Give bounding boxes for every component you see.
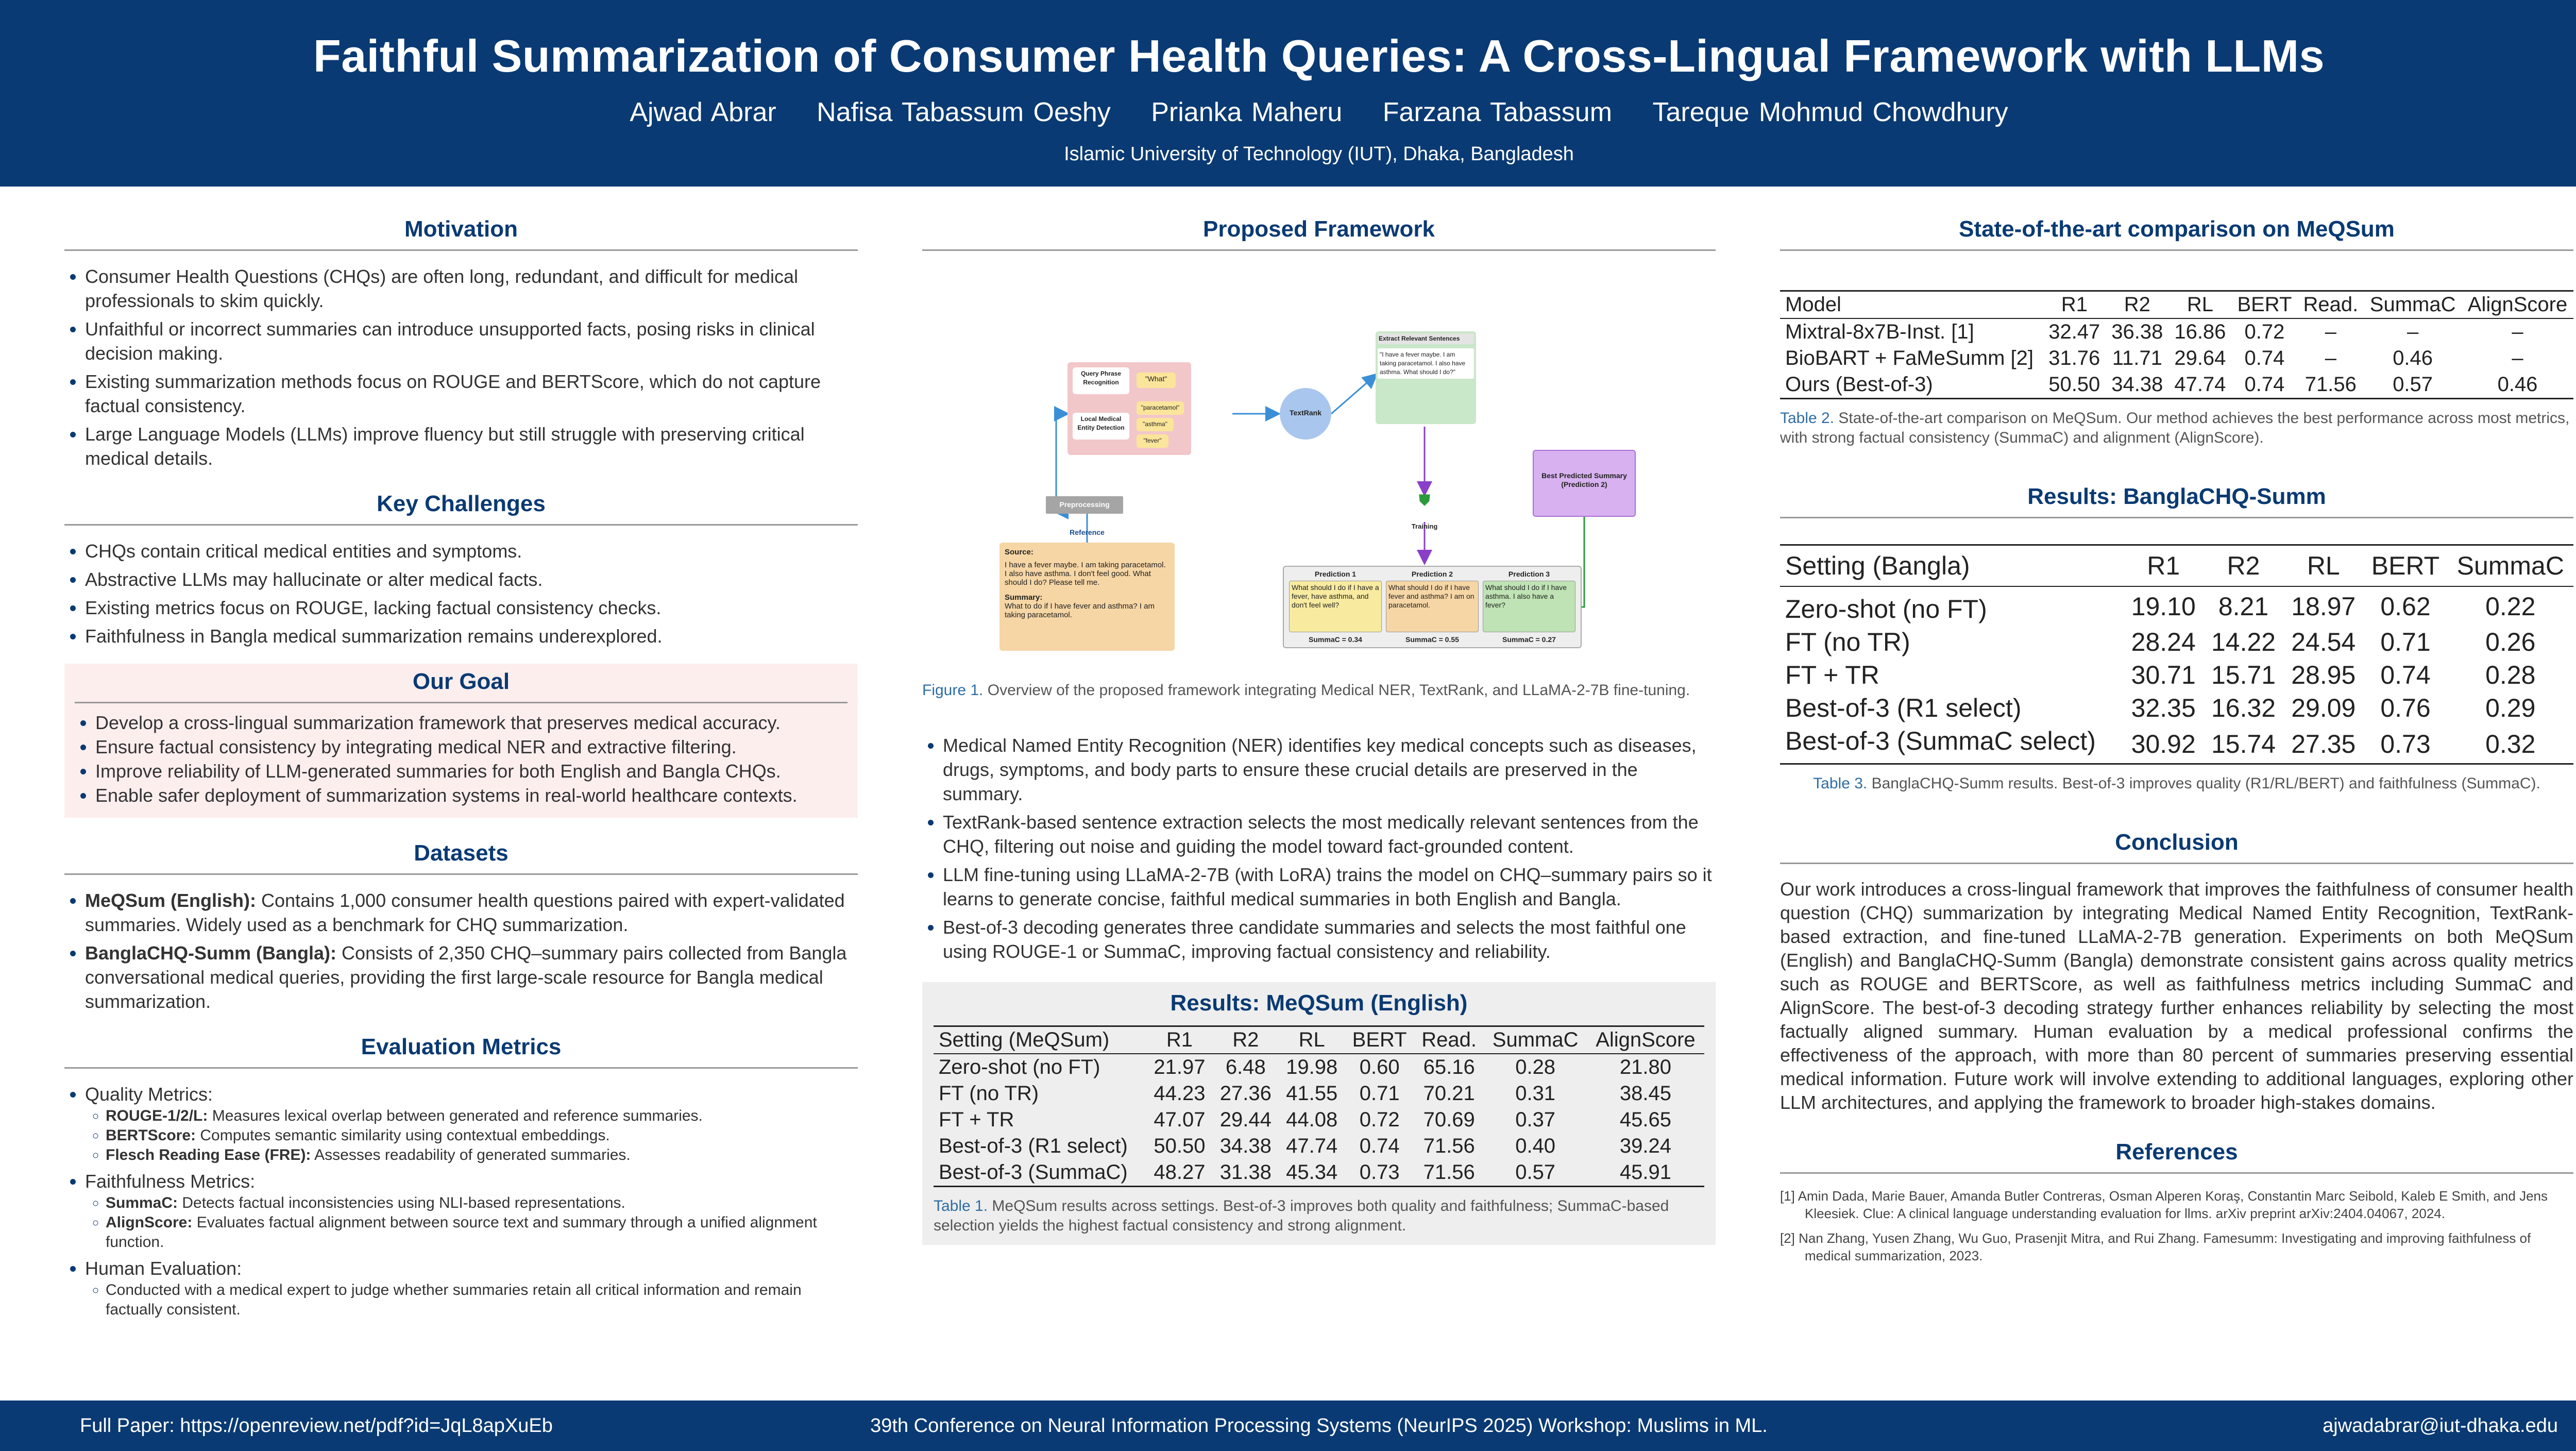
table-cell: Best-of-3 (R1 select) bbox=[1785, 694, 2022, 722]
section-title-motivation: Motivation bbox=[64, 216, 858, 251]
prediction-card bbox=[1483, 570, 1575, 644]
table-cell: 39.24 bbox=[1619, 1135, 1671, 1157]
table-cell: 38.45 bbox=[1619, 1082, 1671, 1105]
prediction-text: What should I do if I have a fever, have asthma, and don't feel well? bbox=[1289, 581, 1382, 632]
section-title-conclusion: Conclusion bbox=[1780, 830, 2573, 864]
table-caption bbox=[1780, 774, 2573, 794]
column-header: AlignScore bbox=[1596, 1028, 1696, 1051]
table-cell: 48.27 bbox=[1154, 1161, 1206, 1184]
table-cell: 45.91 bbox=[1619, 1161, 1671, 1184]
column-header: AlignScore bbox=[2467, 293, 2568, 316]
prediction-title: Prediction 1 bbox=[1314, 570, 1357, 578]
table-cell: – bbox=[2325, 347, 2336, 369]
column-header: R1 bbox=[1166, 1028, 1193, 1051]
column-header: RL bbox=[2187, 293, 2213, 316]
column-header: BERT bbox=[2237, 293, 2292, 316]
list-item bbox=[106, 1106, 858, 1126]
qpr-box: Query Phrase Recognition bbox=[1073, 367, 1129, 394]
conclusion-text: Our work introduces a cross-lingual framework that improves the faithfulness of consumer health question (CHQ) summarization by integrating Medical Named Entity Recognition, TextRank-based extraction, and fine-tuned LLaMA-2-7B generation. Experiments on both MeQSum (English) and BanglaCHQ-Summ (Bangla) demonstrate consistent gains across quality metrics such as ROUGE and BERTScore, as well as faithfulness metrics including SummaC and AlignScore. The best-of-3 decoding strategy further enhances reliability by selecting the most factually aligned summary. Human evaluation by a medical professional confirms the effectiveness of the approach, with more than 80 percent of summaries preserving essential medical information. Future work will involve extending to additional languages, exploring other LLM architectures, and applying the framework to broader high-stakes domains. bbox=[1780, 879, 2573, 1113]
caption-text: BanglaCHQ-Summ results. Best-of-3 improves quality (R1/RL/BERT) and faithfulness (SummaC). bbox=[1871, 775, 2540, 792]
table-cell: 44.08 bbox=[1286, 1108, 1338, 1131]
table-cell: 0.31 bbox=[1515, 1082, 1556, 1105]
column-header: SummaC bbox=[2456, 551, 2564, 580]
framework-list bbox=[922, 733, 1716, 964]
table-header-row bbox=[934, 1026, 1704, 1054]
table-cell: 30.71 bbox=[2131, 661, 2196, 689]
source-box bbox=[999, 543, 1175, 651]
extract-block bbox=[1376, 331, 1476, 424]
table-cell: 6.48 bbox=[1225, 1056, 1266, 1078]
section-title-metrics: Evaluation Metrics bbox=[64, 1034, 858, 1069]
table-cell: 0.32 bbox=[2485, 729, 2536, 758]
prediction-card bbox=[1289, 570, 1382, 644]
table-row bbox=[934, 1159, 1704, 1187]
table-cell: 21.80 bbox=[1619, 1056, 1671, 1078]
table-cell: FT + TR bbox=[939, 1108, 1014, 1131]
metrics-list bbox=[64, 1082, 858, 1320]
table-cell: FT (no TR) bbox=[939, 1082, 1039, 1105]
metric-key: BERTScore: bbox=[106, 1127, 196, 1144]
table-cell: 31.38 bbox=[1219, 1161, 1272, 1184]
table-row bbox=[934, 1081, 1704, 1107]
table-body bbox=[1780, 586, 2573, 764]
predictions-panel bbox=[1283, 566, 1582, 648]
list-item: • LLM fine-tuning using LLaMA-2-7B (with LoRA) trains the model on CHQ–summary pairs so it learns to generate concise, faithful medical summaries in both English and Bangla. bbox=[943, 863, 1716, 911]
table-header-row bbox=[1780, 291, 2573, 319]
bangla-table bbox=[1780, 544, 2573, 765]
table-cell: 0.26 bbox=[2485, 628, 2536, 656]
prediction-text: What should I do if I have fever and asthma? I am on paracetamol. bbox=[1386, 581, 1479, 632]
prediction-text: What should I do if I have asthma. I also have a fever? bbox=[1483, 581, 1575, 632]
table-cell: 0.71 bbox=[2380, 628, 2431, 656]
prediction-score: SummaC = 0.27 bbox=[1502, 635, 1556, 644]
list-item bbox=[106, 1280, 858, 1320]
list-item bbox=[106, 1213, 858, 1252]
table-cell: 0.28 bbox=[1515, 1056, 1556, 1078]
section-title-datasets: Datasets bbox=[64, 840, 858, 875]
table-cell: 32.35 bbox=[2131, 694, 2196, 722]
column-header: Model bbox=[1785, 293, 1841, 316]
table-cell: Zero-shot (no FT) bbox=[939, 1056, 1100, 1078]
table-cell: 0.74 bbox=[1359, 1135, 1400, 1157]
column-header: SummaC bbox=[1492, 1028, 1579, 1051]
table-cell: Best-of-3 (R1 select) bbox=[939, 1135, 1128, 1157]
metric-group bbox=[85, 1256, 858, 1320]
list-item: • Medical Named Entity Recognition (NER) identifies key medical concepts such as diseases, drugs, symptoms, and body parts to ensure these crucial details are preserved in the summary. bbox=[943, 733, 1716, 806]
table-cell: 0.62 bbox=[2380, 592, 2431, 621]
table-cell: 24.54 bbox=[2291, 628, 2356, 656]
table-row bbox=[1780, 691, 2573, 724]
metric-desc: Evaluates factual alignment between source text and summary through a unified alignment function. bbox=[106, 1214, 817, 1251]
table-cell: 0.73 bbox=[2380, 729, 2431, 758]
caption-label: Figure 1. bbox=[922, 682, 984, 699]
section-title-framework: Proposed Framework bbox=[922, 216, 1716, 251]
table-header-row bbox=[1780, 545, 2573, 587]
meqsum-table bbox=[934, 1025, 1704, 1187]
table-cell: 18.97 bbox=[2291, 592, 2356, 621]
list-item: • Develop a cross-lingual summarization framework that preserves medical accuracy. bbox=[95, 711, 848, 735]
email-link[interactable]: ajwadabrar@iut-dhaka.edu bbox=[2323, 1415, 2558, 1437]
list-item bbox=[106, 1193, 858, 1213]
column-header: BERT bbox=[2371, 551, 2440, 580]
table-cell: 0.74 bbox=[2380, 661, 2431, 689]
table-cell: 0.76 bbox=[2380, 694, 2431, 722]
metric-key: AlignScore: bbox=[106, 1214, 193, 1231]
training-label: Training bbox=[1411, 522, 1438, 530]
table-cell: 0.57 bbox=[1515, 1161, 1556, 1184]
column-header: Read. bbox=[2303, 293, 2359, 316]
reference-label: Reference bbox=[1070, 528, 1105, 536]
left-column bbox=[64, 216, 858, 1324]
column-header: SummaC bbox=[2369, 293, 2456, 316]
table-cell: 70.21 bbox=[1423, 1082, 1475, 1105]
prediction-title: Prediction 2 bbox=[1411, 570, 1453, 578]
column-header: RL bbox=[2307, 551, 2340, 580]
table-cell: 28.24 bbox=[2131, 628, 2196, 656]
metric-group-name: Quality Metrics: bbox=[85, 1084, 213, 1105]
column-header: R1 bbox=[2061, 293, 2088, 316]
best-summary-box: Best Predicted Summary (Prediction 2) bbox=[1533, 450, 1636, 517]
table-row bbox=[1780, 372, 2573, 399]
list-item: • TextRank-based sentence extraction selects the most medically relevant sentences from the CHQ, filtering out noise and guiding the model toward fact-grounded content. bbox=[943, 810, 1716, 858]
dataset-name: MeQSum (English): bbox=[85, 890, 256, 911]
source-text: I have a fever maybe. I am taking paracetamol. I also have asthma. I don't feel good. What should I do? Please tell me. bbox=[1005, 561, 1166, 587]
author: Tareque Mohmud Chowdhury bbox=[1652, 97, 2008, 127]
dataset-desc: Consists of 2,350 CHQ–summary pairs collected from Bangla conversational medical queries, providing the first large-scale resource for Bangla medical summarization. bbox=[85, 942, 847, 1012]
table-cell: 27.35 bbox=[2291, 729, 2356, 758]
table-cell: 32.47 bbox=[2048, 320, 2100, 343]
table-cell: 30.92 bbox=[2131, 729, 2196, 758]
table-cell: 27.36 bbox=[1219, 1082, 1272, 1105]
poster-title: Faithful Summarization of Consumer Health Queries: A Cross-Lingual Framework with LLMs bbox=[313, 30, 2325, 81]
entity-chip: "paracetamol" bbox=[1137, 401, 1184, 415]
table-row bbox=[934, 1133, 1704, 1159]
section-title-bangla: Results: BanglaCHQ-Summ bbox=[1780, 484, 2573, 518]
table-cell: 71.56 bbox=[2304, 373, 2357, 396]
table-cell: 0.74 bbox=[2244, 373, 2285, 396]
table-cell: 50.50 bbox=[1154, 1135, 1206, 1157]
reference-list bbox=[1780, 1187, 2573, 1264]
author: Ajwad Abrar bbox=[630, 97, 776, 127]
list-item: • Enable safer deployment of summarization systems in real-world healthcare contexts. bbox=[95, 783, 848, 807]
table-cell: 45.34 bbox=[1286, 1161, 1338, 1184]
table-row bbox=[1780, 318, 2573, 345]
table-cell: Best-of-3 (SummaC select) bbox=[1785, 727, 2096, 755]
metric-desc: Conducted with a medical expert to judge whether summaries retain all critical information and remain factually consistent. bbox=[106, 1281, 802, 1318]
entity-chip: "fever" bbox=[1137, 434, 1168, 448]
author: Nafisa Tabassum Oeshy bbox=[817, 97, 1111, 127]
caption-label: Table 3. bbox=[1813, 775, 1868, 792]
table-row bbox=[1780, 659, 2573, 691]
author-list bbox=[0, 97, 2576, 128]
caption-text: MeQSum results across settings. Best-of-3 improves both quality and faithfulness; SummaC-based selection yields the highest factual consistency and strong alignment. bbox=[934, 1197, 1669, 1234]
table-cell: FT (no TR) bbox=[1785, 628, 1910, 656]
column-header: R1 bbox=[2147, 551, 2180, 580]
sota-table bbox=[1780, 290, 2573, 399]
table-cell: 0.74 bbox=[2244, 347, 2285, 369]
table-cell: 45.65 bbox=[1619, 1108, 1671, 1131]
datasets-list bbox=[64, 888, 858, 1014]
list-item: • Abstractive LLMs may hallucinate or alter medical facts. bbox=[85, 567, 858, 592]
table-cell: 19.98 bbox=[1286, 1056, 1338, 1078]
table-body bbox=[934, 1054, 1704, 1187]
section-title-challenges: Key Challenges bbox=[64, 491, 858, 526]
table-cell: 28.95 bbox=[2291, 661, 2356, 689]
table-cell: – bbox=[2512, 320, 2523, 343]
prediction-score: SummaC = 0.55 bbox=[1405, 635, 1459, 644]
column-header: Setting (Bangla) bbox=[1785, 551, 1970, 580]
column-header: RL bbox=[1298, 1028, 1325, 1051]
table-row bbox=[1780, 345, 2573, 372]
dataset-name: BanglaCHQ-Summ (Bangla): bbox=[85, 942, 337, 964]
column-header: R2 bbox=[2124, 293, 2150, 316]
table-cell: 11.71 bbox=[2112, 347, 2162, 369]
table-row bbox=[1780, 724, 2573, 764]
author: Farzana Tabassum bbox=[1382, 97, 1613, 127]
list-item: • Best-of-3 decoding generates three candidate summaries and selects the most faithful one using ROUGE-1 or SummaC, improving factual consistency and reliability. bbox=[943, 915, 1716, 964]
venue-text: 39th Conference on Neural Information Processing Systems (NeurIPS 2025) Workshop: Muslims in ML. bbox=[870, 1415, 1768, 1437]
column-header: Setting (MeQSum) bbox=[939, 1028, 1110, 1051]
table-cell: – bbox=[2512, 347, 2523, 369]
summary-label: Summary: bbox=[1005, 593, 1043, 602]
table-cell: 71.56 bbox=[1423, 1135, 1475, 1157]
table-cell: 65.16 bbox=[1423, 1056, 1475, 1078]
column-header: R2 bbox=[1232, 1028, 1259, 1051]
dataset-desc: Contains 1,000 consumer health questions paired with expert-validated summaries. Widely used as a benchmark for CHQ summarization. bbox=[85, 890, 845, 935]
table-cell: 0.72 bbox=[1359, 1108, 1400, 1131]
prediction-card bbox=[1386, 570, 1479, 644]
table-cell: 8.21 bbox=[2218, 592, 2269, 621]
table-cell: 0.29 bbox=[2485, 694, 2536, 722]
table-cell: 16.32 bbox=[2211, 694, 2276, 722]
database-icon: ⛊ bbox=[1418, 492, 1431, 509]
table-cell: 0.71 bbox=[1359, 1082, 1400, 1105]
list-item: • Improve reliability of LLM-generated summaries for both English and Bangla CHQs. bbox=[95, 759, 848, 783]
metric-group bbox=[85, 1082, 858, 1165]
author: Prianka Maheru bbox=[1151, 97, 1343, 127]
table-cell: 29.64 bbox=[2174, 347, 2226, 369]
prediction-score: SummaC = 0.34 bbox=[1309, 635, 1362, 644]
column-header: BERT bbox=[1352, 1028, 1407, 1051]
table-cell: 0.73 bbox=[1359, 1161, 1400, 1184]
metric-key: Flesch Reading Ease (FRE): bbox=[106, 1146, 311, 1163]
table-cell: 21.97 bbox=[1154, 1056, 1206, 1078]
list-item bbox=[85, 941, 858, 1014]
section-title-meqsum: Results: MeQSum (English) bbox=[1170, 990, 1468, 1016]
table-cell: 16.86 bbox=[2174, 320, 2226, 343]
table-cell: 0.37 bbox=[1515, 1108, 1556, 1131]
metric-key: SummaC: bbox=[106, 1194, 178, 1211]
table-cell: – bbox=[2407, 320, 2419, 343]
affiliation: Islamic University of Technology (IUT), Dhaka, Bangladesh bbox=[1064, 143, 1574, 165]
section-title-goal: Our Goal bbox=[75, 669, 848, 703]
extract-text: "I have a fever maybe. I am taking paracetamol. I also have asthma. What should I do?" bbox=[1378, 348, 1474, 379]
section-title-sota: State-of-the-art comparison on MeQSum bbox=[1780, 216, 2573, 251]
table-cell: BioBART + FaMeSumm [2] bbox=[1785, 347, 2034, 369]
metric-desc: Computes semantic similarity using contextual embeddings. bbox=[200, 1127, 610, 1144]
metric-group bbox=[85, 1169, 858, 1252]
list-item bbox=[85, 888, 858, 937]
poster-footer bbox=[0, 1401, 2576, 1451]
list-item bbox=[106, 1126, 858, 1145]
table-cell: 0.60 bbox=[1359, 1056, 1400, 1078]
textrank-node: TextRank bbox=[1280, 388, 1331, 440]
framework-figure bbox=[922, 264, 1716, 671]
reference-item: [1] Amin Dada, Marie Bauer, Amanda Butler Contreras, Osman Alperen Koraş, Constantin Marc Seibold, Kaleb E Smith, and Jens Kleesiek. Clue: A clinical language understanding evaluation for llms. arXiv preprint arXiv:2404.04067, 2024. bbox=[1780, 1188, 2548, 1221]
summary-text: What to do if I have fever and asthma? I am taking paracetamol. bbox=[1005, 602, 1155, 619]
table-body bbox=[1780, 318, 2573, 399]
table-cell: 47.74 bbox=[2174, 373, 2226, 396]
table-cell: 50.50 bbox=[2048, 373, 2100, 396]
table-cell: 0.57 bbox=[2393, 373, 2433, 396]
right-column bbox=[1780, 216, 2573, 1272]
entity-chip: "asthma" bbox=[1137, 418, 1174, 431]
table-cell: Ours (Best-of-3) bbox=[1785, 373, 1933, 396]
table-cell: 15.71 bbox=[2211, 661, 2276, 689]
list-item: • Ensure factual consistency by integrating medical NER and extractive filtering. bbox=[95, 735, 848, 759]
poster-header bbox=[0, 0, 2576, 187]
table-row bbox=[934, 1107, 1704, 1133]
list-item: • Faithfulness in Bangla medical summarization remains underexplored. bbox=[85, 624, 858, 648]
table-cell: – bbox=[2325, 320, 2336, 343]
extract-title: Extract Relevant Sentences bbox=[1378, 333, 1474, 344]
prediction-title: Prediction 3 bbox=[1508, 570, 1550, 578]
ner-box: Local Medical Entity Detection bbox=[1073, 413, 1129, 440]
source-label: Source: bbox=[1005, 548, 1033, 556]
meqsum-results-box bbox=[922, 982, 1716, 1245]
table-cell: 19.10 bbox=[2131, 592, 2196, 621]
table-cell: Mixtral-8x7B-Inst. [1] bbox=[1785, 320, 1974, 343]
table-cell: 47.07 bbox=[1154, 1108, 1206, 1131]
section-title-references: References bbox=[1780, 1139, 2573, 1174]
column-header: R2 bbox=[2227, 551, 2260, 580]
metric-desc: Detects factual inconsistencies using NLI-based representations. bbox=[182, 1194, 625, 1211]
what-chip: "What" bbox=[1137, 373, 1176, 388]
metric-key: ROUGE-1/2/L: bbox=[106, 1107, 208, 1124]
table-cell: FT + TR bbox=[1785, 661, 1879, 689]
table-cell: 0.22 bbox=[2485, 592, 2536, 621]
table-cell: 31.76 bbox=[2048, 347, 2100, 369]
list-item: • CHQs contain critical medical entities and symptoms. bbox=[85, 539, 858, 563]
metric-group-name: Human Evaluation: bbox=[85, 1258, 242, 1279]
reference-item: [2] Nan Zhang, Yusen Zhang, Wu Guo, Prasenjit Mitra, and Rui Zhang. Famesumm: Investigating and improving faithfulness of medical summarization, 2023. bbox=[1780, 1230, 2531, 1263]
table-cell: 71.56 bbox=[1423, 1161, 1475, 1184]
metric-group-name: Faithfulness Metrics: bbox=[85, 1171, 256, 1192]
table-cell: 0.28 bbox=[2485, 661, 2536, 689]
caption-label: Table 2. bbox=[1780, 410, 1835, 427]
middle-column bbox=[922, 216, 1716, 1245]
table-cell: 15.74 bbox=[2211, 729, 2276, 758]
table-cell: 0.46 bbox=[2497, 373, 2538, 396]
table-cell: 70.69 bbox=[1423, 1108, 1475, 1131]
list-item: • Existing summarization methods focus on ROUGE and BERTScore, which do not capture factual consistency. bbox=[85, 369, 858, 418]
table-row bbox=[1780, 626, 2573, 659]
table-cell: 47.74 bbox=[1286, 1135, 1338, 1157]
table-row bbox=[1780, 586, 2573, 626]
table-cell: Best-of-3 (SummaC) bbox=[939, 1161, 1128, 1184]
goal-list bbox=[75, 711, 848, 807]
list-item bbox=[106, 1145, 858, 1165]
column-header: Read. bbox=[1421, 1028, 1477, 1051]
figure-caption bbox=[922, 681, 1716, 700]
list-item: • Existing metrics focus on ROUGE, lacking factual consistency checks. bbox=[85, 596, 858, 620]
table-cell: 0.40 bbox=[1515, 1135, 1556, 1157]
table-cell: 29.09 bbox=[2291, 694, 2356, 722]
caption-text: Overview of the proposed framework integrating Medical NER, TextRank, and LLaMA-2-7B fine-tuning. bbox=[987, 682, 1690, 699]
table-row bbox=[934, 1054, 1704, 1081]
motivation-list bbox=[64, 264, 858, 470]
goal-box bbox=[64, 664, 858, 818]
metric-desc: Assesses readability of generated summaries. bbox=[314, 1146, 631, 1163]
table-cell: 34.38 bbox=[1219, 1135, 1272, 1157]
metric-desc: Measures lexical overlap between generated and reference summaries. bbox=[212, 1107, 703, 1124]
challenges-list bbox=[64, 539, 858, 648]
table-cell: 14.22 bbox=[2211, 628, 2276, 656]
table-cell: 41.55 bbox=[1286, 1082, 1338, 1105]
table-cell: 0.72 bbox=[2244, 320, 2285, 343]
list-item: • Consumer Health Questions (CHQs) are often long, redundant, and difficult for medical professionals to skim quickly. bbox=[85, 264, 858, 313]
caption-text: State-of-the-art comparison on MeQSum. Our method achieves the best performance across most metrics, with strong factual consistency (SummaC) and alignment (AlignScore). bbox=[1780, 410, 2570, 446]
paper-link[interactable]: Full Paper: https://openreview.net/pdf?id=JqL8apXuEb bbox=[80, 1415, 553, 1437]
list-item: • Unfaithful or incorrect summaries can introduce unsupported facts, posing risks in clinical decision making. bbox=[85, 317, 858, 365]
caption-label: Table 1. bbox=[934, 1197, 988, 1214]
table-cell: 36.38 bbox=[2111, 320, 2163, 343]
table-cell: 44.23 bbox=[1154, 1082, 1206, 1105]
preprocessing-box: Preprocessing bbox=[1046, 496, 1123, 514]
table-caption bbox=[934, 1196, 1704, 1236]
table-cell: 34.38 bbox=[2111, 373, 2163, 396]
table-cell: Zero-shot (no FT) bbox=[1785, 595, 1987, 623]
table-caption bbox=[1780, 409, 2573, 448]
list-item: • Large Language Models (LLMs) improve fluency but still struggle with preserving critical medical details. bbox=[85, 422, 858, 470]
table-cell: 29.44 bbox=[1219, 1108, 1272, 1131]
table-cell: 0.46 bbox=[2393, 347, 2433, 369]
